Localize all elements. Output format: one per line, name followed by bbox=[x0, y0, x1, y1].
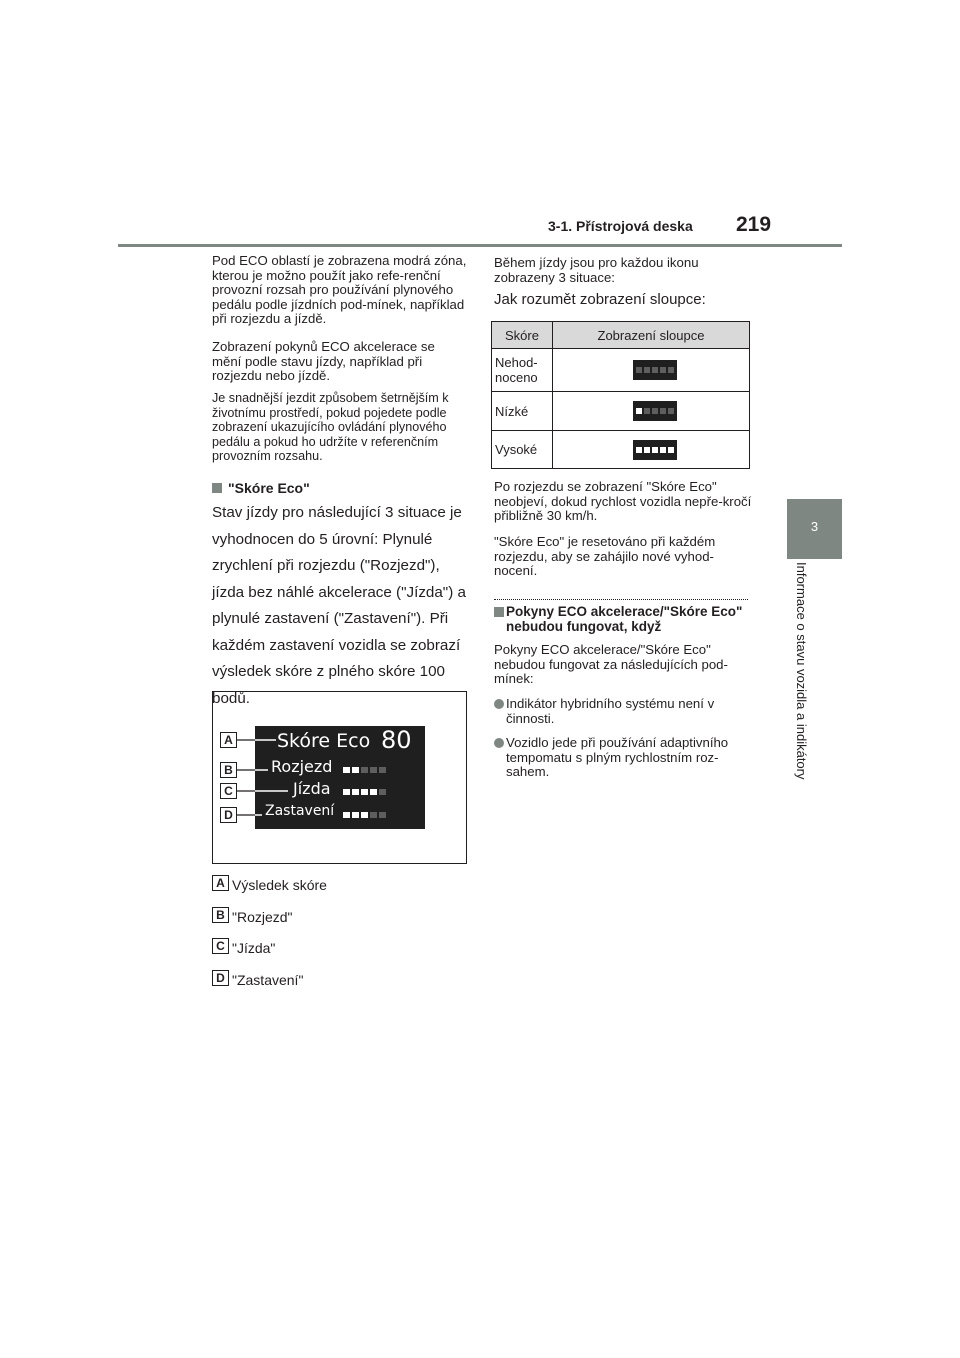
paragraph-reset: "Skóre Eco" je resetováno při každém rozjezdu, aby se zahájilo nové vyhod-nocení. bbox=[494, 534, 716, 578]
bar-display-intro: Jak rozumět zobrazení sloupce: bbox=[494, 291, 706, 308]
list-item bbox=[494, 697, 759, 726]
legend-text-b: "Rozjezd" bbox=[232, 909, 293, 925]
bullet-dot-icon bbox=[494, 699, 504, 709]
screen-score: 80 bbox=[381, 726, 412, 754]
table-header-row bbox=[492, 322, 750, 349]
callout-label-b: B bbox=[220, 762, 237, 778]
eco-score-heading bbox=[212, 480, 310, 496]
not-working-heading bbox=[494, 604, 752, 634]
bar-segment-filled bbox=[343, 789, 350, 795]
bar-segment-filled bbox=[652, 447, 658, 453]
bar-segment-empty bbox=[379, 767, 386, 773]
score-bar bbox=[633, 360, 677, 380]
callout-label-c: C bbox=[220, 783, 237, 799]
table-cell-bar bbox=[553, 431, 750, 469]
screen-row-label: Zastavení bbox=[265, 803, 335, 819]
bar-segment-empty bbox=[652, 408, 658, 414]
list-item-text: Indikátor hybridního systému není v činnosti. bbox=[506, 696, 715, 726]
paragraph-conditions: Pokyny ECO akcelerace/"Skóre Eco" nebudou fungovat za následujících pod-mínek: bbox=[494, 642, 728, 686]
legend-key-a: A bbox=[212, 875, 229, 891]
square-bullet-icon bbox=[212, 483, 222, 493]
square-bullet-icon bbox=[494, 607, 504, 617]
bar-segment-filled bbox=[644, 447, 650, 453]
bullet-dot-icon bbox=[494, 738, 504, 748]
bar-segment-filled bbox=[361, 789, 368, 795]
legend-key-b: B bbox=[212, 907, 229, 923]
score-bar bbox=[633, 440, 677, 460]
screen-row-label: Rozjezd bbox=[271, 757, 333, 776]
table-cell-bar bbox=[553, 392, 750, 431]
section-divider bbox=[494, 599, 748, 600]
bar-segment-filled bbox=[352, 767, 359, 773]
bar-segment-filled bbox=[361, 812, 368, 818]
bar-display-table bbox=[491, 321, 750, 469]
legend-text-c: "Jízda" bbox=[232, 940, 276, 956]
callout-label-d: D bbox=[220, 807, 237, 823]
list-item bbox=[494, 736, 759, 780]
header-rule bbox=[118, 244, 842, 247]
list-item-text: Vozidlo jede při používání adaptivního tempomatu s plným rychlostním roz-sahem. bbox=[506, 735, 729, 779]
bar-segment-empty bbox=[379, 789, 386, 795]
paragraph-eco-guidance: Zobrazení pokynů ECO akcelerace se mění podle stavu jízdy, například při rozjezdu nebo jízdě. bbox=[212, 339, 435, 383]
not-working-heading-text: Pokyny ECO akcelerace/"Skóre Eco" nebudou fungovat, když bbox=[506, 604, 743, 634]
page-number: 219 bbox=[736, 213, 772, 236]
table-row bbox=[492, 349, 750, 392]
bar-segment-empty bbox=[668, 408, 674, 414]
table-row bbox=[492, 431, 750, 469]
bar-segment-filled bbox=[636, 408, 642, 414]
paragraph-three-situations: Během jízdy jsou pro každou ikonu zobrazeny 3 situace: bbox=[494, 255, 699, 285]
table-row bbox=[492, 392, 750, 431]
legend-text-d: "Zastavení" bbox=[232, 972, 304, 988]
bar-segment-empty bbox=[361, 767, 368, 773]
legend-key-d: D bbox=[212, 970, 229, 986]
bar-segment-empty bbox=[370, 767, 377, 773]
callout-lines bbox=[212, 691, 467, 864]
table-header: Zobrazení sloupce bbox=[553, 322, 750, 349]
screen-title: Skóre Eco bbox=[277, 730, 371, 752]
bar-segment-empty bbox=[636, 367, 642, 373]
bar-segment-empty bbox=[660, 408, 666, 414]
bar-segment-empty bbox=[370, 812, 377, 818]
section-title: 3-1. Přístrojová deska bbox=[548, 218, 693, 234]
bar-segment-empty bbox=[644, 408, 650, 414]
screen-row-label: Jízda bbox=[293, 779, 331, 798]
score-bar bbox=[633, 401, 677, 421]
bar-segment-filled bbox=[343, 812, 350, 818]
chapter-number: 3 bbox=[810, 519, 819, 534]
table-header: Skóre bbox=[492, 322, 553, 349]
eco-score-heading-text: "Skóre Eco" bbox=[228, 480, 310, 496]
legend-text-a: Výsledek skóre bbox=[232, 877, 327, 893]
screen-bar bbox=[343, 812, 386, 818]
eco-score-description: Stav jízdy pro následující 3 situace je vyhodnocen do 5 úrovní: Plynulé zrychlení při rozjezdu ("Rozjezd"), jízda bez náhlé akcelerace ("Jízda") a plynulé zastavení ("Zastavení"). Při každém zastavení vozidla se zobrazí výsledek skóre z plného skóre 100 bodů. bbox=[212, 504, 466, 707]
screen-bar bbox=[343, 767, 386, 773]
bar-segment-filled bbox=[370, 789, 377, 795]
bar-segment-empty bbox=[660, 367, 666, 373]
chapter-title: Informace o stavu vozidla a indikátory bbox=[794, 562, 809, 780]
callout-label-a: A bbox=[220, 732, 237, 748]
screen-bar bbox=[343, 789, 386, 795]
bar-segment-empty bbox=[379, 812, 386, 818]
bar-segment-filled bbox=[660, 447, 666, 453]
bar-segment-filled bbox=[352, 789, 359, 795]
table-cell-bar bbox=[553, 349, 750, 392]
table-cell-score: Nehod-noceno bbox=[492, 349, 553, 392]
table-cell-score: Vysoké bbox=[492, 431, 553, 469]
bar-segment-empty bbox=[644, 367, 650, 373]
bar-segment-empty bbox=[652, 367, 658, 373]
bar-segment-filled bbox=[636, 447, 642, 453]
bar-segment-filled bbox=[343, 767, 350, 773]
bar-segment-filled bbox=[668, 447, 674, 453]
paragraph-blue-zone: Pod ECO oblastí je zobrazena modrá zóna, kterou je možno použít jako refe-renční provozní rozsah pro používání plynového pedálu podle jízdních pod-mínek, například při rozjezdu a jízdě. bbox=[212, 253, 467, 326]
paragraph-eco-driving: Je snadnější jezdit způsobem šetrnějším k životnímu prostředí, pokud pojedete podle zobrazení ukazujícího ovládání plynového pedálu a pokud ho udržíte v referenčním provozním rozsahu. bbox=[212, 391, 449, 463]
table-cell-score: Nízké bbox=[492, 392, 553, 431]
chapter-tab bbox=[787, 499, 842, 559]
bar-segment-empty bbox=[668, 367, 674, 373]
paragraph-speed-threshold: Po rozjezdu se zobrazení "Skóre Eco" neobjeví, dokud rychlost vozidla nepře-kročí přibližně 30 km/h. bbox=[494, 479, 752, 523]
legend-key-c: C bbox=[212, 938, 229, 954]
chapter-title-wrap bbox=[781, 562, 809, 832]
bar-segment-filled bbox=[352, 812, 359, 818]
